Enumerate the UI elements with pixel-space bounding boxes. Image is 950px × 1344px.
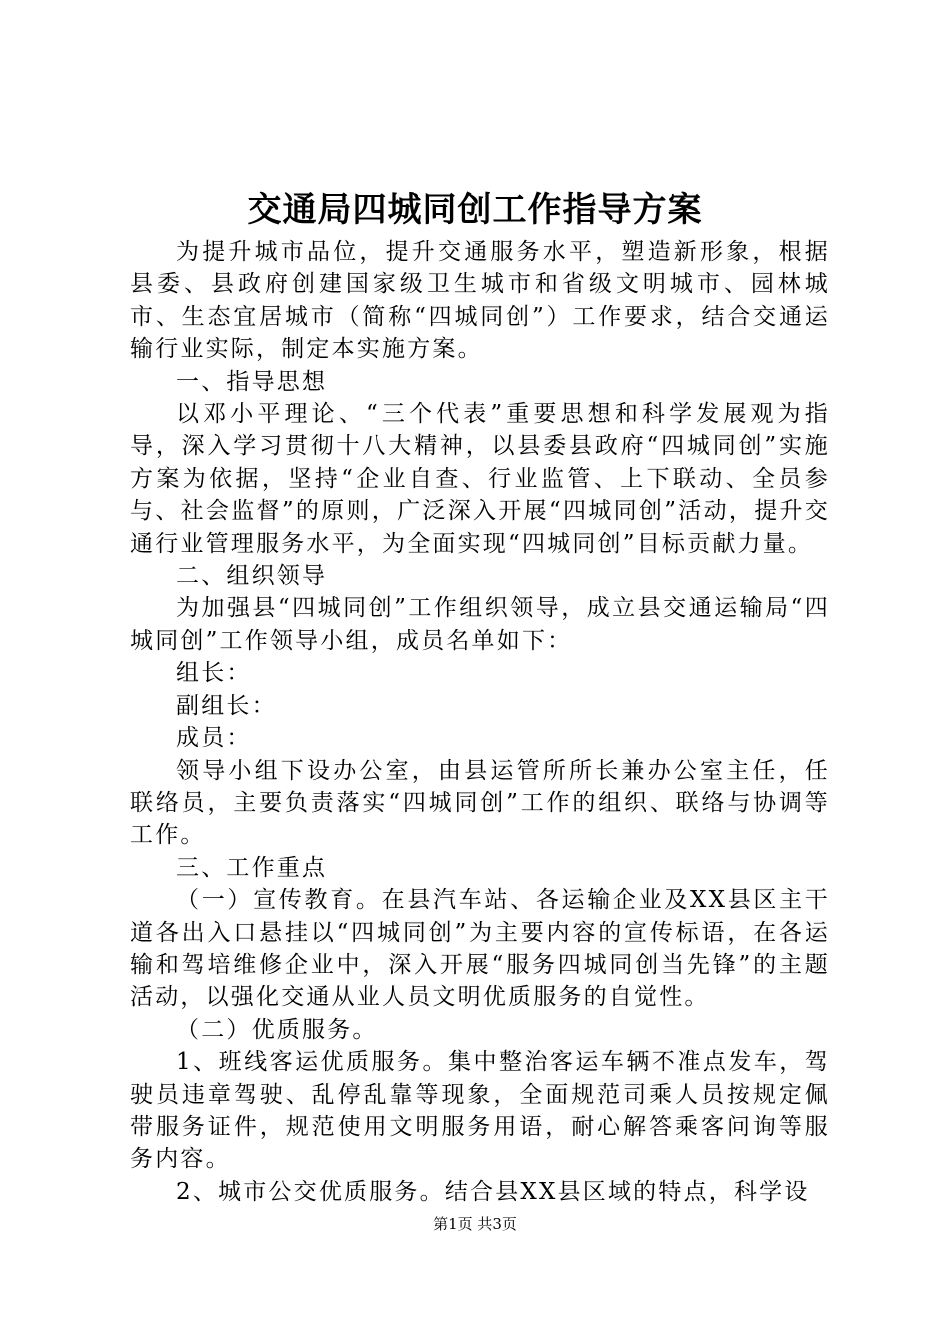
guiding-ideology-paragraph: 以邓小平理论、“三个代表”重要思想和科学发展观为指导，深入学习贯彻十八大精神，以县委县政府“四城同创”实施方案为依据，坚持“企业自查、行业监管、上下联动、全员参与、社会监督”的原则，广泛深入开展“四城同创”活动，提升交通行业管理服务水平，为全面实现“四城同创”目标贡献力量。 (130, 401, 830, 557)
group-leader-line: 组长： (176, 660, 252, 687)
publicity-paragraph: （一）宣传教育。在县汽车站、各运输企业及XX县区主干道各出入口悬挂以“四城同创”为主要内容的宣传标语，在各运输和驾培维修企业中，深入开展“服务四城同创当先锋”的主题活动，以强化交通从业人员文明优质服务的自觉性。 (130, 887, 830, 1011)
office-paragraph: 领导小组下设办公室，由县运管所所长兼办公室主任，任联络员，主要负责落实“四城同创”工作的组织、联络与协调等工作。 (130, 757, 830, 849)
organization-paragraph: 为加强县“四城同创”工作组织领导，成立县交通运输局“四城同创”工作领导小组，成员名单如下： (130, 595, 830, 654)
members-line: 成员： (176, 725, 252, 752)
section-heading-organization: 二、组织领导 (176, 563, 328, 590)
intro-paragraph: 为提升城市品位，提升交通服务水平，塑造新形象，根据县委、县政府创建国家级卫生城市和省级文明城市、园林城市、生态宜居城市（简称“四城同创”）工作要求，结合交通运输行业实际，制定本实施方案。 (130, 239, 830, 363)
bus-line-service-paragraph: 1、班线客运优质服务。集中整治客运车辆不准点发车，驾驶员违章驾驶、乱停乱靠等现象，全面规范司乘人员按规定佩带服务证件，规范使用文明服务用语，耐心解答乘客问询等服务内容。 (130, 1049, 830, 1173)
section-heading-key-work: 三、工作重点 (176, 854, 328, 881)
document-body (130, 236, 830, 1208)
section-heading-guiding-ideology: 一、指导思想 (176, 368, 328, 395)
deputy-leader-line: 副组长： (176, 692, 277, 719)
document-title: 交通局四城同创工作指导方案 (247, 190, 703, 230)
page-footer: 第1页 共3页 (433, 1215, 517, 1233)
city-bus-service-paragraph: 2、城市公交优质服务。结合县XX县区域的特点，科学设 (176, 1178, 810, 1205)
quality-service-heading: （二）优质服务。 (176, 1016, 378, 1043)
